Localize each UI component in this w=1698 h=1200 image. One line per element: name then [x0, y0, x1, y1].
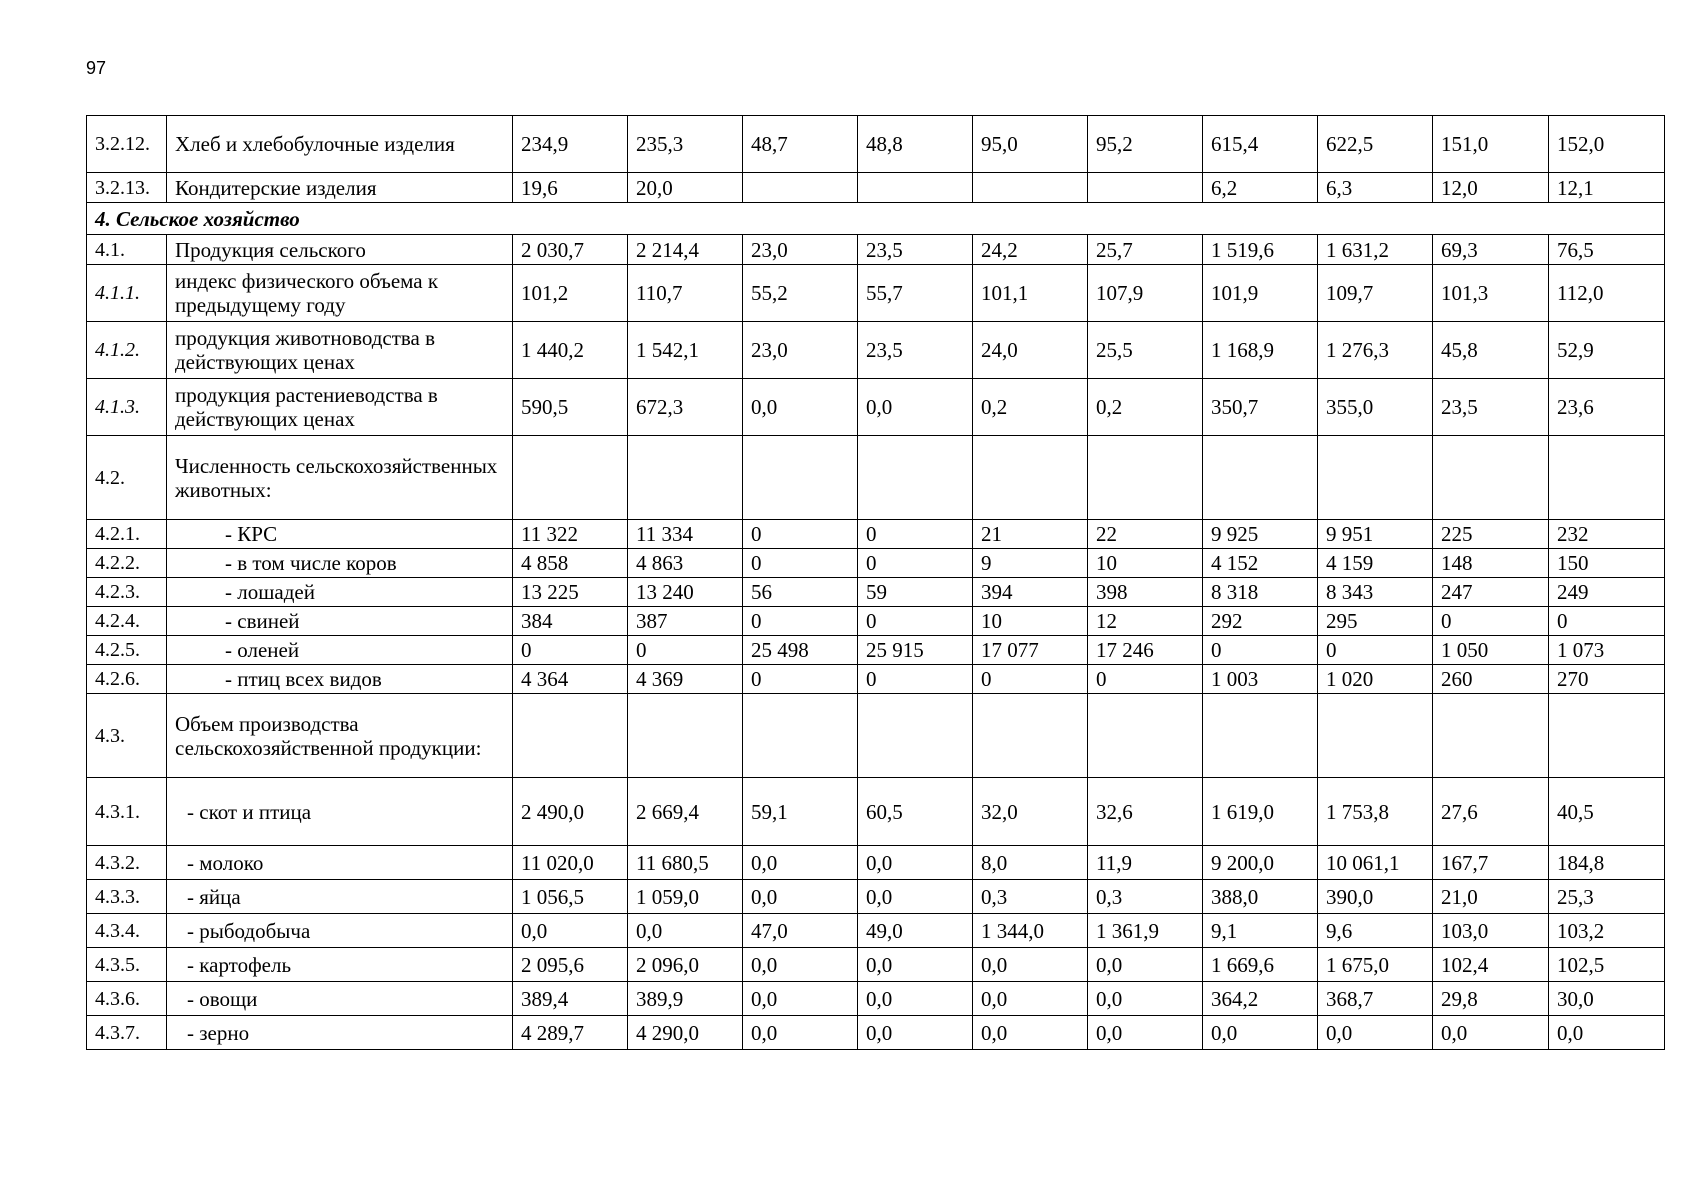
- value-cell: 17 077: [973, 636, 1088, 665]
- value-cell: 45,8: [1433, 322, 1549, 379]
- table-row: [87, 235, 1665, 265]
- value-cell: 13 225: [513, 578, 628, 607]
- value-cell: 384: [513, 607, 628, 636]
- value-cell: 1 020: [1318, 665, 1433, 694]
- value-cell: 590,5: [513, 379, 628, 436]
- value-cell: [743, 694, 858, 778]
- value-cell: 0,0: [1433, 1016, 1549, 1050]
- table-row: [87, 846, 1665, 880]
- value-cell: 59,1: [743, 778, 858, 846]
- value-cell: [1433, 436, 1549, 520]
- value-cell: 0,0: [1203, 1016, 1318, 1050]
- table-row: [87, 914, 1665, 948]
- value-cell: 2 030,7: [513, 235, 628, 265]
- value-cell: 1 344,0: [973, 914, 1088, 948]
- value-cell: 615,4: [1203, 116, 1318, 173]
- value-cell: 1 542,1: [628, 322, 743, 379]
- row-label: - картофель: [167, 948, 513, 982]
- value-cell: 672,3: [628, 379, 743, 436]
- value-cell: [513, 436, 628, 520]
- table-row: [87, 1016, 1665, 1050]
- value-cell: 292: [1203, 607, 1318, 636]
- value-cell: 25,3: [1549, 880, 1665, 914]
- table-row: [87, 778, 1665, 846]
- value-cell: 112,0: [1549, 265, 1665, 322]
- value-cell: [513, 694, 628, 778]
- value-cell: 23,5: [1433, 379, 1549, 436]
- value-cell: 10 061,1: [1318, 846, 1433, 880]
- value-cell: 8 343: [1318, 578, 1433, 607]
- value-cell: 0: [513, 636, 628, 665]
- value-cell: 24,0: [973, 322, 1088, 379]
- value-cell: 23,0: [743, 322, 858, 379]
- value-cell: 0: [858, 607, 973, 636]
- value-cell: 101,1: [973, 265, 1088, 322]
- value-cell: 622,5: [1318, 116, 1433, 173]
- table-row: [87, 436, 1665, 520]
- value-cell: 9 925: [1203, 520, 1318, 549]
- statistics-table: [86, 115, 1665, 1050]
- value-cell: 4 364: [513, 665, 628, 694]
- value-cell: 1 276,3: [1318, 322, 1433, 379]
- value-cell: 49,0: [858, 914, 973, 948]
- value-cell: 184,8: [1549, 846, 1665, 880]
- value-cell: 0,0: [858, 1016, 973, 1050]
- value-cell: 59: [858, 578, 973, 607]
- value-cell: [858, 173, 973, 203]
- value-cell: 1 003: [1203, 665, 1318, 694]
- value-cell: 1 056,5: [513, 880, 628, 914]
- value-cell: 0: [858, 520, 973, 549]
- value-cell: [1088, 436, 1203, 520]
- value-cell: 9 951: [1318, 520, 1433, 549]
- table-body: [87, 116, 1665, 1050]
- value-cell: 12: [1088, 607, 1203, 636]
- value-cell: 0: [1088, 665, 1203, 694]
- row-label: - лошадей: [167, 578, 513, 607]
- row-label: - яйца: [167, 880, 513, 914]
- value-cell: 12,1: [1549, 173, 1665, 203]
- table-row: [87, 322, 1665, 379]
- value-cell: 0: [743, 607, 858, 636]
- value-cell: 150: [1549, 549, 1665, 578]
- value-cell: 4 858: [513, 549, 628, 578]
- value-cell: 21: [973, 520, 1088, 549]
- value-cell: [1203, 436, 1318, 520]
- value-cell: 0,0: [743, 880, 858, 914]
- page-number: 97: [86, 58, 107, 78]
- value-cell: 0: [628, 636, 743, 665]
- value-cell: 0,0: [973, 982, 1088, 1016]
- value-cell: 2 096,0: [628, 948, 743, 982]
- value-cell: 25 498: [743, 636, 858, 665]
- value-cell: 0,0: [858, 846, 973, 880]
- value-cell: 32,0: [973, 778, 1088, 846]
- value-cell: 52,9: [1549, 322, 1665, 379]
- value-cell: 247: [1433, 578, 1549, 607]
- value-cell: [628, 436, 743, 520]
- value-cell: 4 369: [628, 665, 743, 694]
- value-cell: [743, 173, 858, 203]
- value-cell: 4 863: [628, 549, 743, 578]
- row-label: индекс физического объема к предыдущему году: [167, 265, 513, 322]
- table-row: [87, 549, 1665, 578]
- value-cell: 6,2: [1203, 173, 1318, 203]
- value-cell: 1 519,6: [1203, 235, 1318, 265]
- row-label: - в том числе коров: [167, 549, 513, 578]
- row-label: - скот и птица: [167, 778, 513, 846]
- value-cell: 101,3: [1433, 265, 1549, 322]
- table-row: [87, 379, 1665, 436]
- value-cell: 0,0: [743, 379, 858, 436]
- value-cell: [1318, 436, 1433, 520]
- value-cell: 40,5: [1549, 778, 1665, 846]
- value-cell: 20,0: [628, 173, 743, 203]
- value-cell: 1 619,0: [1203, 778, 1318, 846]
- value-cell: [973, 436, 1088, 520]
- value-cell: 22: [1088, 520, 1203, 549]
- value-cell: 30,0: [1549, 982, 1665, 1016]
- table-row: [87, 116, 1665, 173]
- value-cell: 387: [628, 607, 743, 636]
- value-cell: 270: [1549, 665, 1665, 694]
- table-row: [87, 665, 1665, 694]
- value-cell: 389,9: [628, 982, 743, 1016]
- table-row: [87, 948, 1665, 982]
- value-cell: 60,5: [858, 778, 973, 846]
- value-cell: 0,0: [973, 948, 1088, 982]
- value-cell: 103,2: [1549, 914, 1665, 948]
- value-cell: 2 214,4: [628, 235, 743, 265]
- value-cell: 232: [1549, 520, 1665, 549]
- value-cell: 24,2: [973, 235, 1088, 265]
- value-cell: 1 669,6: [1203, 948, 1318, 982]
- value-cell: 1 073: [1549, 636, 1665, 665]
- value-cell: 234,9: [513, 116, 628, 173]
- value-cell: 364,2: [1203, 982, 1318, 1016]
- value-cell: 0,3: [973, 880, 1088, 914]
- value-cell: 102,4: [1433, 948, 1549, 982]
- value-cell: [743, 436, 858, 520]
- value-cell: 0: [743, 549, 858, 578]
- value-cell: 56: [743, 578, 858, 607]
- row-code: 4.2.2.: [87, 549, 167, 578]
- value-cell: 394: [973, 578, 1088, 607]
- table-row: [87, 265, 1665, 322]
- value-cell: [1318, 694, 1433, 778]
- value-cell: 398: [1088, 578, 1203, 607]
- value-cell: 4 152: [1203, 549, 1318, 578]
- value-cell: 388,0: [1203, 880, 1318, 914]
- row-label: - свиней: [167, 607, 513, 636]
- value-cell: 23,0: [743, 235, 858, 265]
- value-cell: 0,0: [743, 982, 858, 1016]
- value-cell: 0,0: [513, 914, 628, 948]
- value-cell: 0,0: [1318, 1016, 1433, 1050]
- value-cell: 103,0: [1433, 914, 1549, 948]
- value-cell: 4 290,0: [628, 1016, 743, 1050]
- value-cell: 23,5: [858, 235, 973, 265]
- value-cell: 0: [1203, 636, 1318, 665]
- value-cell: 19,6: [513, 173, 628, 203]
- value-cell: 55,2: [743, 265, 858, 322]
- value-cell: 0,0: [858, 982, 973, 1016]
- value-cell: 1 753,8: [1318, 778, 1433, 846]
- value-cell: 101,2: [513, 265, 628, 322]
- value-cell: 0,0: [858, 880, 973, 914]
- value-cell: 368,7: [1318, 982, 1433, 1016]
- value-cell: 148: [1433, 549, 1549, 578]
- value-cell: [1549, 694, 1665, 778]
- value-cell: 1 440,2: [513, 322, 628, 379]
- value-cell: 4 159: [1318, 549, 1433, 578]
- value-cell: 11 334: [628, 520, 743, 549]
- value-cell: 9: [973, 549, 1088, 578]
- row-code: 4.2.4.: [87, 607, 167, 636]
- value-cell: 1 675,0: [1318, 948, 1433, 982]
- value-cell: 0,0: [743, 846, 858, 880]
- value-cell: 2 095,6: [513, 948, 628, 982]
- value-cell: 9 200,0: [1203, 846, 1318, 880]
- value-cell: 17 246: [1088, 636, 1203, 665]
- value-cell: 76,5: [1549, 235, 1665, 265]
- row-label: - молоко: [167, 846, 513, 880]
- value-cell: 10: [973, 607, 1088, 636]
- value-cell: [973, 694, 1088, 778]
- value-cell: 151,0: [1433, 116, 1549, 173]
- value-cell: 95,0: [973, 116, 1088, 173]
- value-cell: 0: [1549, 607, 1665, 636]
- row-code: 4.1.1.: [87, 265, 167, 322]
- value-cell: 110,7: [628, 265, 743, 322]
- row-label: - овощи: [167, 982, 513, 1016]
- row-label: Численность сельскохозяйственных животных:: [167, 436, 513, 520]
- value-cell: 390,0: [1318, 880, 1433, 914]
- table-row: [87, 578, 1665, 607]
- value-cell: 0: [858, 549, 973, 578]
- row-label: Объем производства сельскохозяйственной продукции:: [167, 694, 513, 778]
- row-code: 4.3.6.: [87, 982, 167, 1016]
- value-cell: 11,9: [1088, 846, 1203, 880]
- value-cell: 0,0: [628, 914, 743, 948]
- value-cell: 389,4: [513, 982, 628, 1016]
- row-code: 4.2.6.: [87, 665, 167, 694]
- row-code: 4.2.: [87, 436, 167, 520]
- value-cell: 0,0: [1549, 1016, 1665, 1050]
- row-label: - рыбодобыча: [167, 914, 513, 948]
- value-cell: 95,2: [1088, 116, 1203, 173]
- value-cell: [858, 436, 973, 520]
- row-code: 4.3.7.: [87, 1016, 167, 1050]
- value-cell: 101,9: [1203, 265, 1318, 322]
- row-code: 4.3.2.: [87, 846, 167, 880]
- value-cell: 48,8: [858, 116, 973, 173]
- row-code: 4.3.4.: [87, 914, 167, 948]
- value-cell: 4 289,7: [513, 1016, 628, 1050]
- table-row: [87, 880, 1665, 914]
- value-cell: 350,7: [1203, 379, 1318, 436]
- value-cell: 102,5: [1549, 948, 1665, 982]
- value-cell: [1088, 694, 1203, 778]
- value-cell: 25,7: [1088, 235, 1203, 265]
- value-cell: 32,6: [1088, 778, 1203, 846]
- value-cell: 13 240: [628, 578, 743, 607]
- row-label: Хлеб и хлебобулочные изделия: [167, 116, 513, 173]
- value-cell: 0,0: [743, 1016, 858, 1050]
- value-cell: 109,7: [1318, 265, 1433, 322]
- value-cell: 1 631,2: [1318, 235, 1433, 265]
- value-cell: 48,7: [743, 116, 858, 173]
- value-cell: 23,6: [1549, 379, 1665, 436]
- value-cell: 249: [1549, 578, 1665, 607]
- value-cell: 47,0: [743, 914, 858, 948]
- value-cell: 11 680,5: [628, 846, 743, 880]
- value-cell: 29,8: [1433, 982, 1549, 1016]
- value-cell: 355,0: [1318, 379, 1433, 436]
- row-label: Кондитерские изделия: [167, 173, 513, 203]
- value-cell: 0: [1318, 636, 1433, 665]
- value-cell: 0,0: [973, 1016, 1088, 1050]
- value-cell: 2 490,0: [513, 778, 628, 846]
- value-cell: 1 361,9: [1088, 914, 1203, 948]
- value-cell: 260: [1433, 665, 1549, 694]
- value-cell: 1 050: [1433, 636, 1549, 665]
- value-cell: 11 322: [513, 520, 628, 549]
- value-cell: 8 318: [1203, 578, 1318, 607]
- value-cell: 0,0: [743, 948, 858, 982]
- value-cell: 9,6: [1318, 914, 1433, 948]
- row-code: 4.3.: [87, 694, 167, 778]
- value-cell: [1088, 173, 1203, 203]
- table-row: [87, 694, 1665, 778]
- table-row: [87, 607, 1665, 636]
- value-cell: 0: [743, 520, 858, 549]
- table-row: [87, 173, 1665, 203]
- value-cell: 0,0: [1088, 1016, 1203, 1050]
- value-cell: 21,0: [1433, 880, 1549, 914]
- value-cell: 1 168,9: [1203, 322, 1318, 379]
- value-cell: 25,5: [1088, 322, 1203, 379]
- value-cell: 0,2: [973, 379, 1088, 436]
- value-cell: [1549, 436, 1665, 520]
- value-cell: 107,9: [1088, 265, 1203, 322]
- value-cell: 11 020,0: [513, 846, 628, 880]
- value-cell: 10: [1088, 549, 1203, 578]
- value-cell: 23,5: [858, 322, 973, 379]
- section-title: 4. Сельское хозяйство: [87, 203, 1665, 235]
- row-code: 4.1.3.: [87, 379, 167, 436]
- row-code: 4.2.1.: [87, 520, 167, 549]
- value-cell: 55,7: [858, 265, 973, 322]
- row-code: 4.3.1.: [87, 778, 167, 846]
- value-cell: 225: [1433, 520, 1549, 549]
- value-cell: 0,0: [858, 948, 973, 982]
- row-label: - оленей: [167, 636, 513, 665]
- value-cell: 12,0: [1433, 173, 1549, 203]
- row-label: - КРС: [167, 520, 513, 549]
- value-cell: [858, 694, 973, 778]
- table-row: [87, 982, 1665, 1016]
- value-cell: 0: [1433, 607, 1549, 636]
- value-cell: 295: [1318, 607, 1433, 636]
- value-cell: [628, 694, 743, 778]
- value-cell: 0,0: [1088, 982, 1203, 1016]
- value-cell: 69,3: [1433, 235, 1549, 265]
- row-code: 3.2.12.: [87, 116, 167, 173]
- value-cell: 235,3: [628, 116, 743, 173]
- row-label: Продукция сельского: [167, 235, 513, 265]
- table-row: [87, 520, 1665, 549]
- value-cell: 0,2: [1088, 379, 1203, 436]
- table-row: [87, 636, 1665, 665]
- value-cell: 0,0: [1088, 948, 1203, 982]
- row-code: 4.2.5.: [87, 636, 167, 665]
- value-cell: 0,0: [858, 379, 973, 436]
- value-cell: 0: [858, 665, 973, 694]
- value-cell: 0,3: [1088, 880, 1203, 914]
- section-row: [87, 203, 1665, 235]
- row-code: 4.1.: [87, 235, 167, 265]
- value-cell: [973, 173, 1088, 203]
- row-code: 3.2.13.: [87, 173, 167, 203]
- value-cell: [1433, 694, 1549, 778]
- row-label: - зерно: [167, 1016, 513, 1050]
- row-label: продукция животноводства в действующих ценах: [167, 322, 513, 379]
- row-label: продукция растениеводства в действующих ценах: [167, 379, 513, 436]
- row-code: 4.3.5.: [87, 948, 167, 982]
- value-cell: 8,0: [973, 846, 1088, 880]
- value-cell: 27,6: [1433, 778, 1549, 846]
- value-cell: 152,0: [1549, 116, 1665, 173]
- row-code: 4.2.3.: [87, 578, 167, 607]
- value-cell: [1203, 694, 1318, 778]
- value-cell: 9,1: [1203, 914, 1318, 948]
- value-cell: 2 669,4: [628, 778, 743, 846]
- value-cell: 0: [743, 665, 858, 694]
- value-cell: 6,3: [1318, 173, 1433, 203]
- value-cell: 167,7: [1433, 846, 1549, 880]
- value-cell: 1 059,0: [628, 880, 743, 914]
- row-code: 4.3.3.: [87, 880, 167, 914]
- row-code: 4.1.2.: [87, 322, 167, 379]
- value-cell: 0: [973, 665, 1088, 694]
- value-cell: 25 915: [858, 636, 973, 665]
- row-label: - птиц всех видов: [167, 665, 513, 694]
